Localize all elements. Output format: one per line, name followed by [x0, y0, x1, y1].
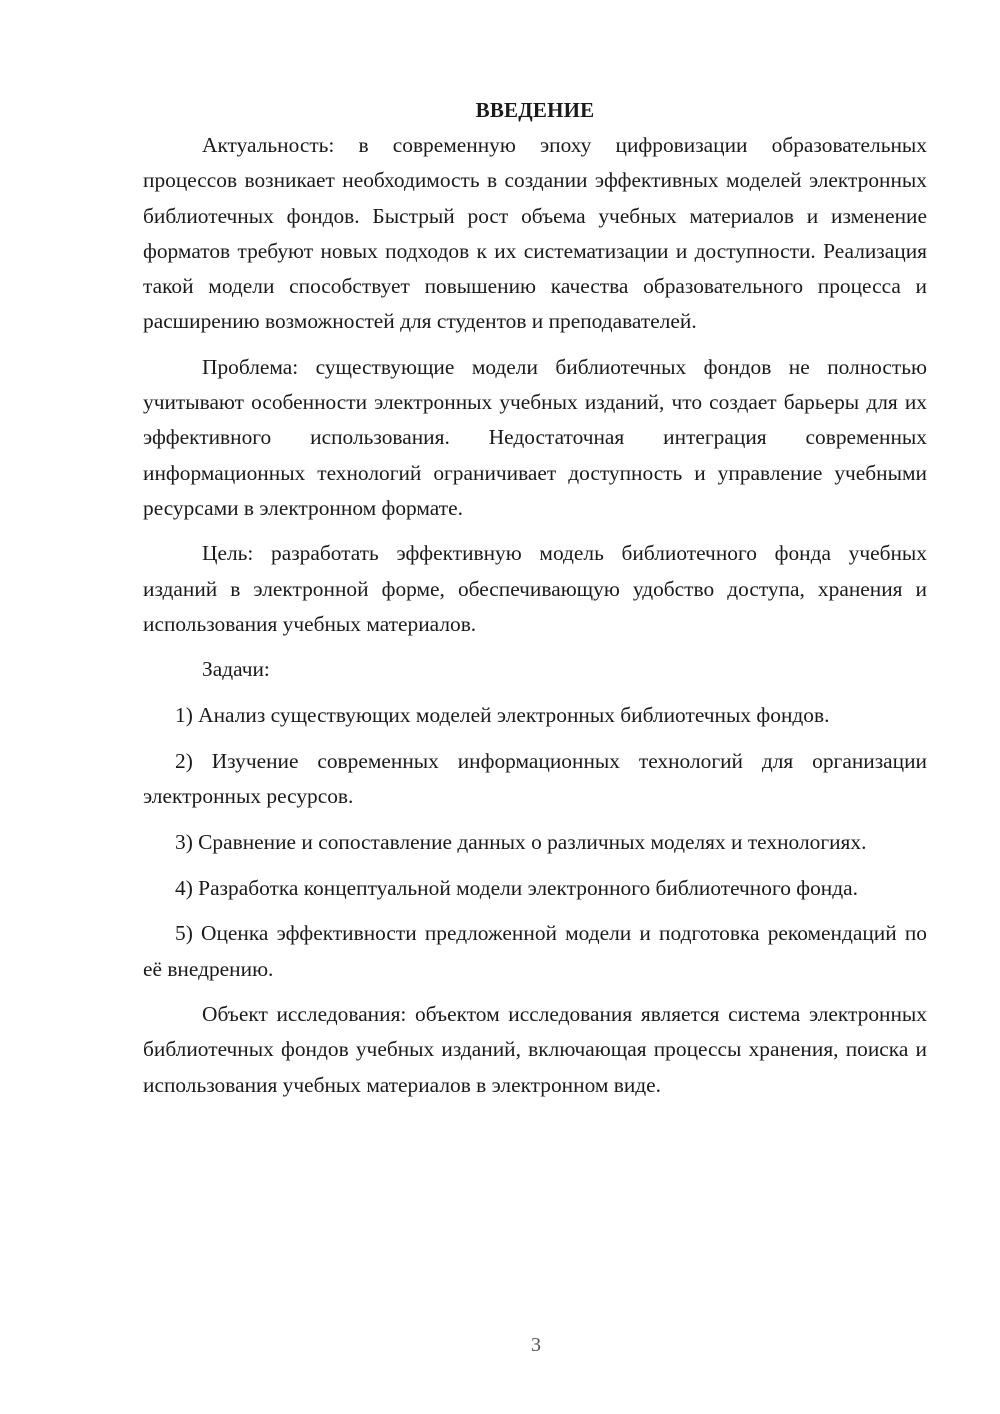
- tasks-heading: Задачи:: [202, 657, 270, 682]
- task-item-1: 1) Анализ существующих моделей электронных библиотечных фондов.: [175, 702, 830, 727]
- section-title: ВВЕДЕНИЕ: [475, 98, 595, 122]
- task-item-3: 3) Сравнение и сопоставление данных о различных моделях и технологиях.: [175, 829, 867, 854]
- task-item-4: 4) Разработка концептуальной модели электронного библиотечного фонда.: [175, 875, 858, 900]
- page-number: 3: [531, 1334, 541, 1356]
- task-item-2: 2) Изучение современных информационных технологий для организации электронных ресурсов.: [143, 748, 927, 809]
- paragraph-object: Объект исследования: объектом исследования является система электронных библиотечных фондов учебных изданий, включающая процессы хранения, поиска и использования учебных материалов в электронном виде.: [143, 1002, 927, 1097]
- page-content: [143, 93, 927, 1103]
- paragraph-goal: Цель: разработать эффективную модель библиотечного фонда учебных изданий в электронной форме, обеспечивающую удобство доступа, хранения и использования учебных материалов.: [143, 541, 927, 636]
- task-item-5: 5) Оценка эффективности предложенной модели и подготовка рекомендаций по её внедрению.: [143, 921, 927, 981]
- paragraph-relevance: Актуальность: в современную эпоху цифровизации образовательных процессов возникает необходимость в создании эффективных моделей электронных библиотечных фондов. Быстрый рост объема учебных материалов и изменение форматов требуют новых подходов к их систематизации и доступности. Реализация такой модели способствует повышению качества образовательного процесса и расширению возможностей для студентов и преподавателей.: [143, 133, 927, 334]
- paragraph-problem: Проблема: существующие модели библиотечных фондов не полностью учитывают особенности электронных учебных изданий, что создает барьеры для их эффективного использования. Недостаточная интеграция современных информационных технологий ограничивает доступность и управление учебными ресурсами в электронном формате.: [143, 354, 927, 520]
